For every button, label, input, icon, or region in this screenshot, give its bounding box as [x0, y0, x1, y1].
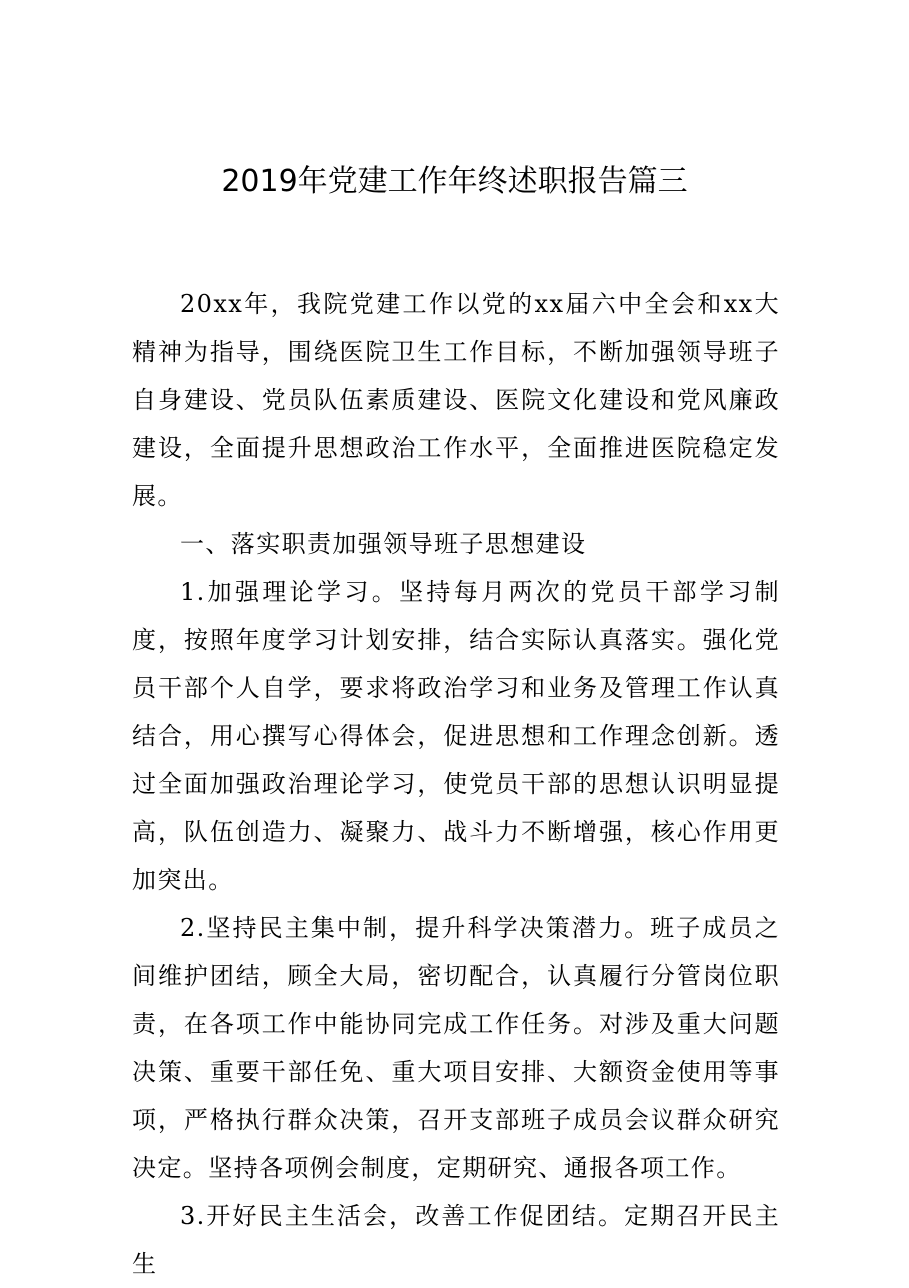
paragraph-item-2: 2.坚持民主集中制，提升科学决策潜力。班子成员之间维护团结，顾全大局，密切配合，认真履行分管岗位职责，在各项工作中能协同完成工作任务。对涉及重大问题决策、重要干部任免、重大项目安排、大额资金使用等事项，严格执行群众决策，召开支部班子成员会议群众研究决定。坚持各项例会制度，定期研究、通报各项工作。: [132, 914, 780, 1182]
paragraph-intro: 20xx年，我院党建工作以党的xx届六中全会和xx大精神为指导，围绕医院卫生工作目标，不断加强领导班子自身建设、党员队伍素质建设、医院文化建设和党风廉政建设，全面提升思想政治工作水平，全面推进医院稳定发展。: [132, 290, 780, 510]
paragraph-item-3: 3.开好民主生活会，改善工作促团结。定期召开民主生: [132, 1202, 780, 1278]
paragraph-item-1: 1.加强理论学习。坚持每月两次的党员干部学习制度，按照年度学习计划安排，结合实际认真落实。强化党员干部个人自学，要求将政治学习和业务及管理工作认真结合，用心撰写心得体会，促进思想和工作理念创新。透过全面加强政治理论学习，使党员干部的思想认识明显提高，队伍创造力、凝聚力、战斗力不断增强，核心作用更加突出。: [132, 578, 780, 894]
document-body: [132, 280, 780, 1288]
section-heading-1: 一、落实职责加强领导班子思想建设: [180, 530, 587, 558]
document-title: 2019年党建工作年终述职报告篇三: [221, 164, 688, 199]
